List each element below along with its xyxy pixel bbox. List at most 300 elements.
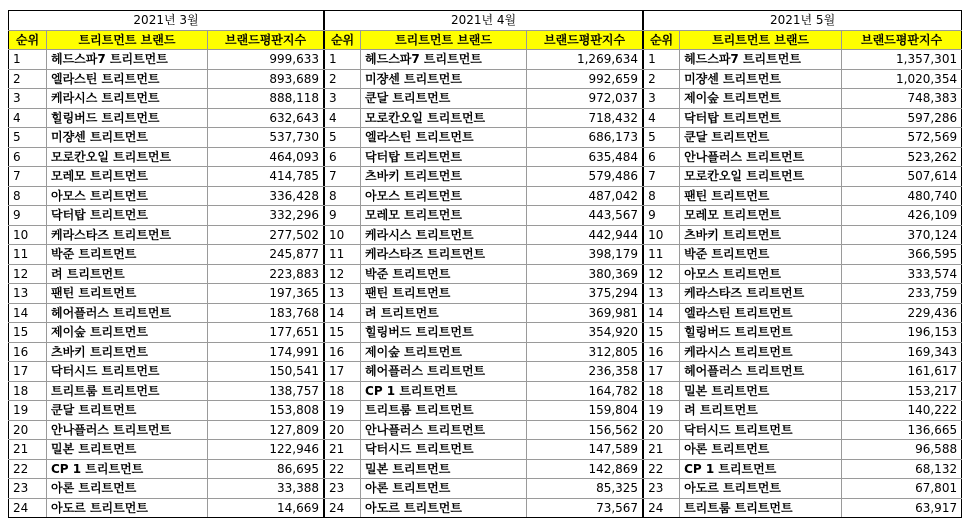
table-row [325,225,643,245]
score-cell: 164,782 [527,381,643,401]
brand-cell: 아모스 트리트먼트 [47,186,208,206]
rank-cell: 20 [325,420,361,440]
brand-cell: 모레모 트리트먼트 [680,206,842,226]
brand-cell: 헤어플러스 트리트먼트 [361,362,527,382]
rank-cell: 7 [325,167,361,187]
brand-cell: 닥터탑 트리트먼트 [361,147,527,167]
score-cell: 972,037 [527,89,643,109]
table-row [325,479,643,499]
table-row [9,147,324,167]
brand-cell: 힐링버드 트리트먼트 [680,323,842,343]
rank-cell: 21 [644,440,680,460]
table-row [325,440,643,460]
rank-cell: 1 [325,50,361,70]
table-row [9,108,324,128]
rank-cell: 15 [9,323,47,343]
rank-cell: 5 [325,128,361,148]
table-row [9,362,324,382]
table-row [644,167,962,187]
brand-cell: 아도르 트리트먼트 [47,498,208,518]
table-row [325,342,643,362]
score-cell: 718,432 [527,108,643,128]
score-cell: 333,574 [842,264,962,284]
brand-cell: 헤드스파7 트리트먼트 [361,50,527,70]
table-row [644,323,962,343]
brand-cell: 제이숲 트리트먼트 [47,323,208,343]
rank-cell: 12 [644,264,680,284]
month-table-march [8,10,324,518]
brand-cell: 트리트룸 트리트먼트 [361,401,527,421]
brand-cell: 쿤달 트리트먼트 [680,128,842,148]
score-cell: 442,944 [527,225,643,245]
table-row [325,303,643,323]
score-cell: 33,388 [208,479,324,499]
table-row [644,89,962,109]
score-cell: 159,804 [527,401,643,421]
rank-cell: 16 [9,342,47,362]
score-cell: 245,877 [208,245,324,265]
score-cell: 537,730 [208,128,324,148]
rank-cell: 23 [325,479,361,499]
score-header: 브랜드평판지수 [527,30,643,50]
rank-cell: 20 [9,420,47,440]
brand-cell: 박준 트리트먼트 [680,245,842,265]
score-cell: 464,093 [208,147,324,167]
score-cell: 229,436 [842,303,962,323]
score-cell: 127,809 [208,420,324,440]
rank-cell: 11 [325,245,361,265]
score-cell: 572,569 [842,128,962,148]
table-row [9,245,324,265]
brand-cell: 모로칸오일 트리트먼트 [361,108,527,128]
score-cell: 370,124 [842,225,962,245]
brand-cell: CP 1 트리트먼트 [361,381,527,401]
month-table-may [643,10,962,518]
score-cell: 332,296 [208,206,324,226]
table-row [644,303,962,323]
score-cell: 96,588 [842,440,962,460]
score-cell: 197,365 [208,284,324,304]
rank-cell: 11 [9,245,47,265]
table-row [644,401,962,421]
table-row [325,323,643,343]
brand-cell: 안나플러스 트리트먼트 [47,420,208,440]
table-row [325,206,643,226]
brand-cell: 아모스 트리트먼트 [680,264,842,284]
rank-cell: 18 [644,381,680,401]
brand-header: 트리트먼트 브랜드 [680,30,842,50]
score-cell: 277,502 [208,225,324,245]
rank-cell: 19 [9,401,47,421]
table-row [644,342,962,362]
rank-cell: 17 [644,362,680,382]
rank-cell: 24 [644,498,680,518]
score-cell: 354,920 [527,323,643,343]
rank-cell: 24 [9,498,47,518]
brand-cell: 엘라스틴 트리트먼트 [680,303,842,323]
brand-cell: 밀본 트리트먼트 [361,459,527,479]
table-row [644,440,962,460]
rank-cell: 7 [644,167,680,187]
rank-cell: 15 [644,323,680,343]
table-row [325,264,643,284]
brand-cell: 케라스타즈 트리트먼트 [680,284,842,304]
brand-cell: 닥터탑 트리트먼트 [680,108,842,128]
table-row [644,147,962,167]
table-row [644,108,962,128]
table-row [644,284,962,304]
rank-cell: 6 [325,147,361,167]
rank-cell: 10 [644,225,680,245]
brand-cell: 헤드스파7 트리트먼트 [47,50,208,70]
brand-cell: 팬틴 트리트먼트 [361,284,527,304]
rank-cell: 10 [9,225,47,245]
score-cell: 86,695 [208,459,324,479]
table-row [325,186,643,206]
rank-cell: 5 [644,128,680,148]
brand-cell: 팬틴 트리트먼트 [47,284,208,304]
brand-cell: 쿤달 트리트먼트 [47,401,208,421]
score-cell: 426,109 [842,206,962,226]
rank-cell: 19 [325,401,361,421]
score-cell: 686,173 [527,128,643,148]
score-cell: 1,269,634 [527,50,643,70]
rank-cell: 17 [325,362,361,382]
rank-cell: 7 [9,167,47,187]
table-row [9,50,324,70]
table-row [9,206,324,226]
rank-cell: 6 [9,147,47,167]
table-row [644,69,962,89]
rank-cell: 1 [9,50,47,70]
rank-cell: 18 [325,381,361,401]
rank-cell: 20 [644,420,680,440]
score-header: 브랜드평판지수 [208,30,324,50]
brand-cell: 츠바키 트리트먼트 [47,342,208,362]
rank-header: 순위 [644,30,680,50]
score-cell: 136,665 [842,420,962,440]
table-row [644,479,962,499]
table-row [9,479,324,499]
table-row [9,342,324,362]
score-cell: 14,669 [208,498,324,518]
brand-cell: 모레모 트리트먼트 [47,167,208,187]
table-row [644,362,962,382]
score-cell: 380,369 [527,264,643,284]
table-row [9,440,324,460]
rank-cell: 23 [644,479,680,499]
rank-cell: 8 [644,186,680,206]
brand-cell: 박준 트리트먼트 [361,264,527,284]
rank-cell: 19 [644,401,680,421]
score-cell: 487,042 [527,186,643,206]
score-cell: 893,689 [208,69,324,89]
brand-cell: 헤어플러스 트리트먼트 [680,362,842,382]
brand-cell: 쿤달 트리트먼트 [361,89,527,109]
table-row [9,303,324,323]
brand-cell: 케라시스 트리트먼트 [47,89,208,109]
rank-cell: 8 [9,186,47,206]
brand-cell: CP 1 트리트먼트 [680,459,842,479]
brand-cell: 힐링버드 트리트먼트 [361,323,527,343]
rank-cell: 3 [9,89,47,109]
table-body [9,50,324,518]
brand-header: 트리트먼트 브랜드 [47,30,208,50]
score-cell: 169,343 [842,342,962,362]
brand-cell: 제이숲 트리트먼트 [680,89,842,109]
brand-cell: 아론 트리트먼트 [47,479,208,499]
rank-cell: 16 [325,342,361,362]
brand-cell: 케라스타즈 트리트먼트 [361,245,527,265]
table-row [325,498,643,518]
brand-cell: 트리트룸 트리트먼트 [680,498,842,518]
score-cell: 174,991 [208,342,324,362]
table-row [325,69,643,89]
score-cell: 398,179 [527,245,643,265]
table-row [325,381,643,401]
brand-cell: 닥터시드 트리트먼트 [361,440,527,460]
rank-cell: 3 [325,89,361,109]
rank-cell: 22 [644,459,680,479]
brand-cell: 제이숲 트리트먼트 [361,342,527,362]
brand-cell: 닥터시드 트리트먼트 [680,420,842,440]
brand-header: 트리트먼트 브랜드 [361,30,527,50]
rank-cell: 21 [325,440,361,460]
rank-cell: 14 [325,303,361,323]
month-title: 2021년 4월 [325,11,643,31]
month-title: 2021년 3월 [9,11,324,31]
table-body [325,50,643,518]
brand-cell: 모로칸오일 트리트먼트 [47,147,208,167]
score-cell: 748,383 [842,89,962,109]
score-cell: 183,768 [208,303,324,323]
score-cell: 888,118 [208,89,324,109]
table-row [644,381,962,401]
table-row [9,381,324,401]
brand-cell: 츠바키 트리트먼트 [680,225,842,245]
table-row [325,50,643,70]
brand-cell: 아론 트리트먼트 [680,440,842,460]
score-cell: 635,484 [527,147,643,167]
score-cell: 443,567 [527,206,643,226]
table-row [325,420,643,440]
table-row [325,362,643,382]
score-cell: 366,595 [842,245,962,265]
brand-cell: 아도르 트리트먼트 [680,479,842,499]
table-row [9,225,324,245]
score-cell: 138,757 [208,381,324,401]
score-cell: 597,286 [842,108,962,128]
score-cell: 147,589 [527,440,643,460]
rank-cell: 13 [325,284,361,304]
rank-cell: 12 [9,264,47,284]
table-row [9,69,324,89]
score-cell: 992,659 [527,69,643,89]
brand-cell: 미쟝센 트리트먼트 [680,69,842,89]
rank-cell: 5 [9,128,47,148]
brand-cell: 케라시스 트리트먼트 [361,225,527,245]
rank-header: 순위 [9,30,47,50]
table-row [9,284,324,304]
rank-cell: 22 [325,459,361,479]
score-cell: 999,633 [208,50,324,70]
score-cell: 579,486 [527,167,643,187]
table-body [644,50,962,518]
ranking-tables [8,10,962,518]
rank-cell: 14 [644,303,680,323]
brand-cell: 모로칸오일 트리트먼트 [680,167,842,187]
rank-cell: 15 [325,323,361,343]
table-row [9,128,324,148]
rank-cell: 4 [9,108,47,128]
brand-cell: 안나플러스 트리트먼트 [361,420,527,440]
table-row [9,401,324,421]
table-row [9,420,324,440]
rank-cell: 3 [644,89,680,109]
rank-cell: 16 [644,342,680,362]
rank-cell: 4 [644,108,680,128]
table-row [644,459,962,479]
table-row [644,264,962,284]
table-row [9,264,324,284]
table-row [325,167,643,187]
table-row [644,206,962,226]
rank-cell: 13 [9,284,47,304]
score-cell: 122,946 [208,440,324,460]
table-row [325,147,643,167]
score-cell: 312,805 [527,342,643,362]
rank-cell: 8 [325,186,361,206]
month-title: 2021년 5월 [644,11,962,31]
score-cell: 153,808 [208,401,324,421]
brand-cell: 안나플러스 트리트먼트 [680,147,842,167]
score-cell: 142,869 [527,459,643,479]
brand-cell: 엘라스틴 트리트먼트 [47,69,208,89]
rank-cell: 2 [644,69,680,89]
score-cell: 1,357,301 [842,50,962,70]
score-cell: 150,541 [208,362,324,382]
rank-cell: 14 [9,303,47,323]
rank-cell: 9 [9,206,47,226]
score-cell: 233,759 [842,284,962,304]
score-cell: 236,358 [527,362,643,382]
table-row [644,225,962,245]
rank-cell: 10 [325,225,361,245]
score-cell: 177,651 [208,323,324,343]
brand-cell: 아론 트리트먼트 [361,479,527,499]
table-row [325,128,643,148]
brand-cell: 츠바키 트리트먼트 [361,167,527,187]
table-row [325,245,643,265]
table-row [9,167,324,187]
rank-cell: 17 [9,362,47,382]
rank-cell: 22 [9,459,47,479]
rank-cell: 6 [644,147,680,167]
score-cell: 375,294 [527,284,643,304]
score-cell: 156,562 [527,420,643,440]
score-cell: 414,785 [208,167,324,187]
table-row [9,498,324,518]
rank-cell: 4 [325,108,361,128]
score-cell: 196,153 [842,323,962,343]
brand-cell: 헤어플러스 트리트먼트 [47,303,208,323]
rank-cell: 9 [644,206,680,226]
score-cell: 480,740 [842,186,962,206]
table-row [9,323,324,343]
table-row [644,186,962,206]
table-row [644,498,962,518]
score-cell: 161,617 [842,362,962,382]
table-row [325,89,643,109]
brand-cell: 케라스타즈 트리트먼트 [47,225,208,245]
table-row [325,401,643,421]
brand-cell: 려 트리트먼트 [47,264,208,284]
score-cell: 67,801 [842,479,962,499]
rank-cell: 23 [9,479,47,499]
score-cell: 140,222 [842,401,962,421]
brand-cell: 케라시스 트리트먼트 [680,342,842,362]
score-header: 브랜드평판지수 [842,30,962,50]
rank-cell: 21 [9,440,47,460]
brand-cell: 모레모 트리트먼트 [361,206,527,226]
table-row [644,128,962,148]
table-row [325,459,643,479]
score-cell: 63,917 [842,498,962,518]
score-cell: 1,020,354 [842,69,962,89]
brand-cell: 트리트룸 트리트먼트 [47,381,208,401]
brand-cell: 밀본 트리트먼트 [47,440,208,460]
score-cell: 507,614 [842,167,962,187]
rank-cell: 13 [644,284,680,304]
brand-cell: 닥터탑 트리트먼트 [47,206,208,226]
rank-header: 순위 [325,30,361,50]
brand-cell: 닥터시드 트리트먼트 [47,362,208,382]
rank-cell: 11 [644,245,680,265]
brand-cell: 헤드스파7 트리트먼트 [680,50,842,70]
rank-cell: 18 [9,381,47,401]
rank-cell: 2 [9,69,47,89]
brand-cell: 팬틴 트리트먼트 [680,186,842,206]
score-cell: 523,262 [842,147,962,167]
brand-cell: 아모스 트리트먼트 [361,186,527,206]
brand-cell: 밀본 트리트먼트 [680,381,842,401]
brand-cell: 박준 트리트먼트 [47,245,208,265]
score-cell: 85,325 [527,479,643,499]
table-row [325,108,643,128]
table-row [325,284,643,304]
table-row [9,186,324,206]
score-cell: 73,567 [527,498,643,518]
month-table-april [324,10,643,518]
brand-cell: 미쟝센 트리트먼트 [47,128,208,148]
score-cell: 68,132 [842,459,962,479]
rank-cell: 12 [325,264,361,284]
score-cell: 369,981 [527,303,643,323]
table-row [644,245,962,265]
brand-cell: 아도르 트리트먼트 [361,498,527,518]
rank-cell: 24 [325,498,361,518]
table-row [9,89,324,109]
brand-cell: 미쟝센 트리트먼트 [361,69,527,89]
table-row [644,50,962,70]
score-cell: 223,883 [208,264,324,284]
brand-cell: 엘라스틴 트리트먼트 [361,128,527,148]
rank-cell: 2 [325,69,361,89]
score-cell: 153,217 [842,381,962,401]
rank-cell: 9 [325,206,361,226]
score-cell: 336,428 [208,186,324,206]
brand-cell: 려 트리트먼트 [680,401,842,421]
